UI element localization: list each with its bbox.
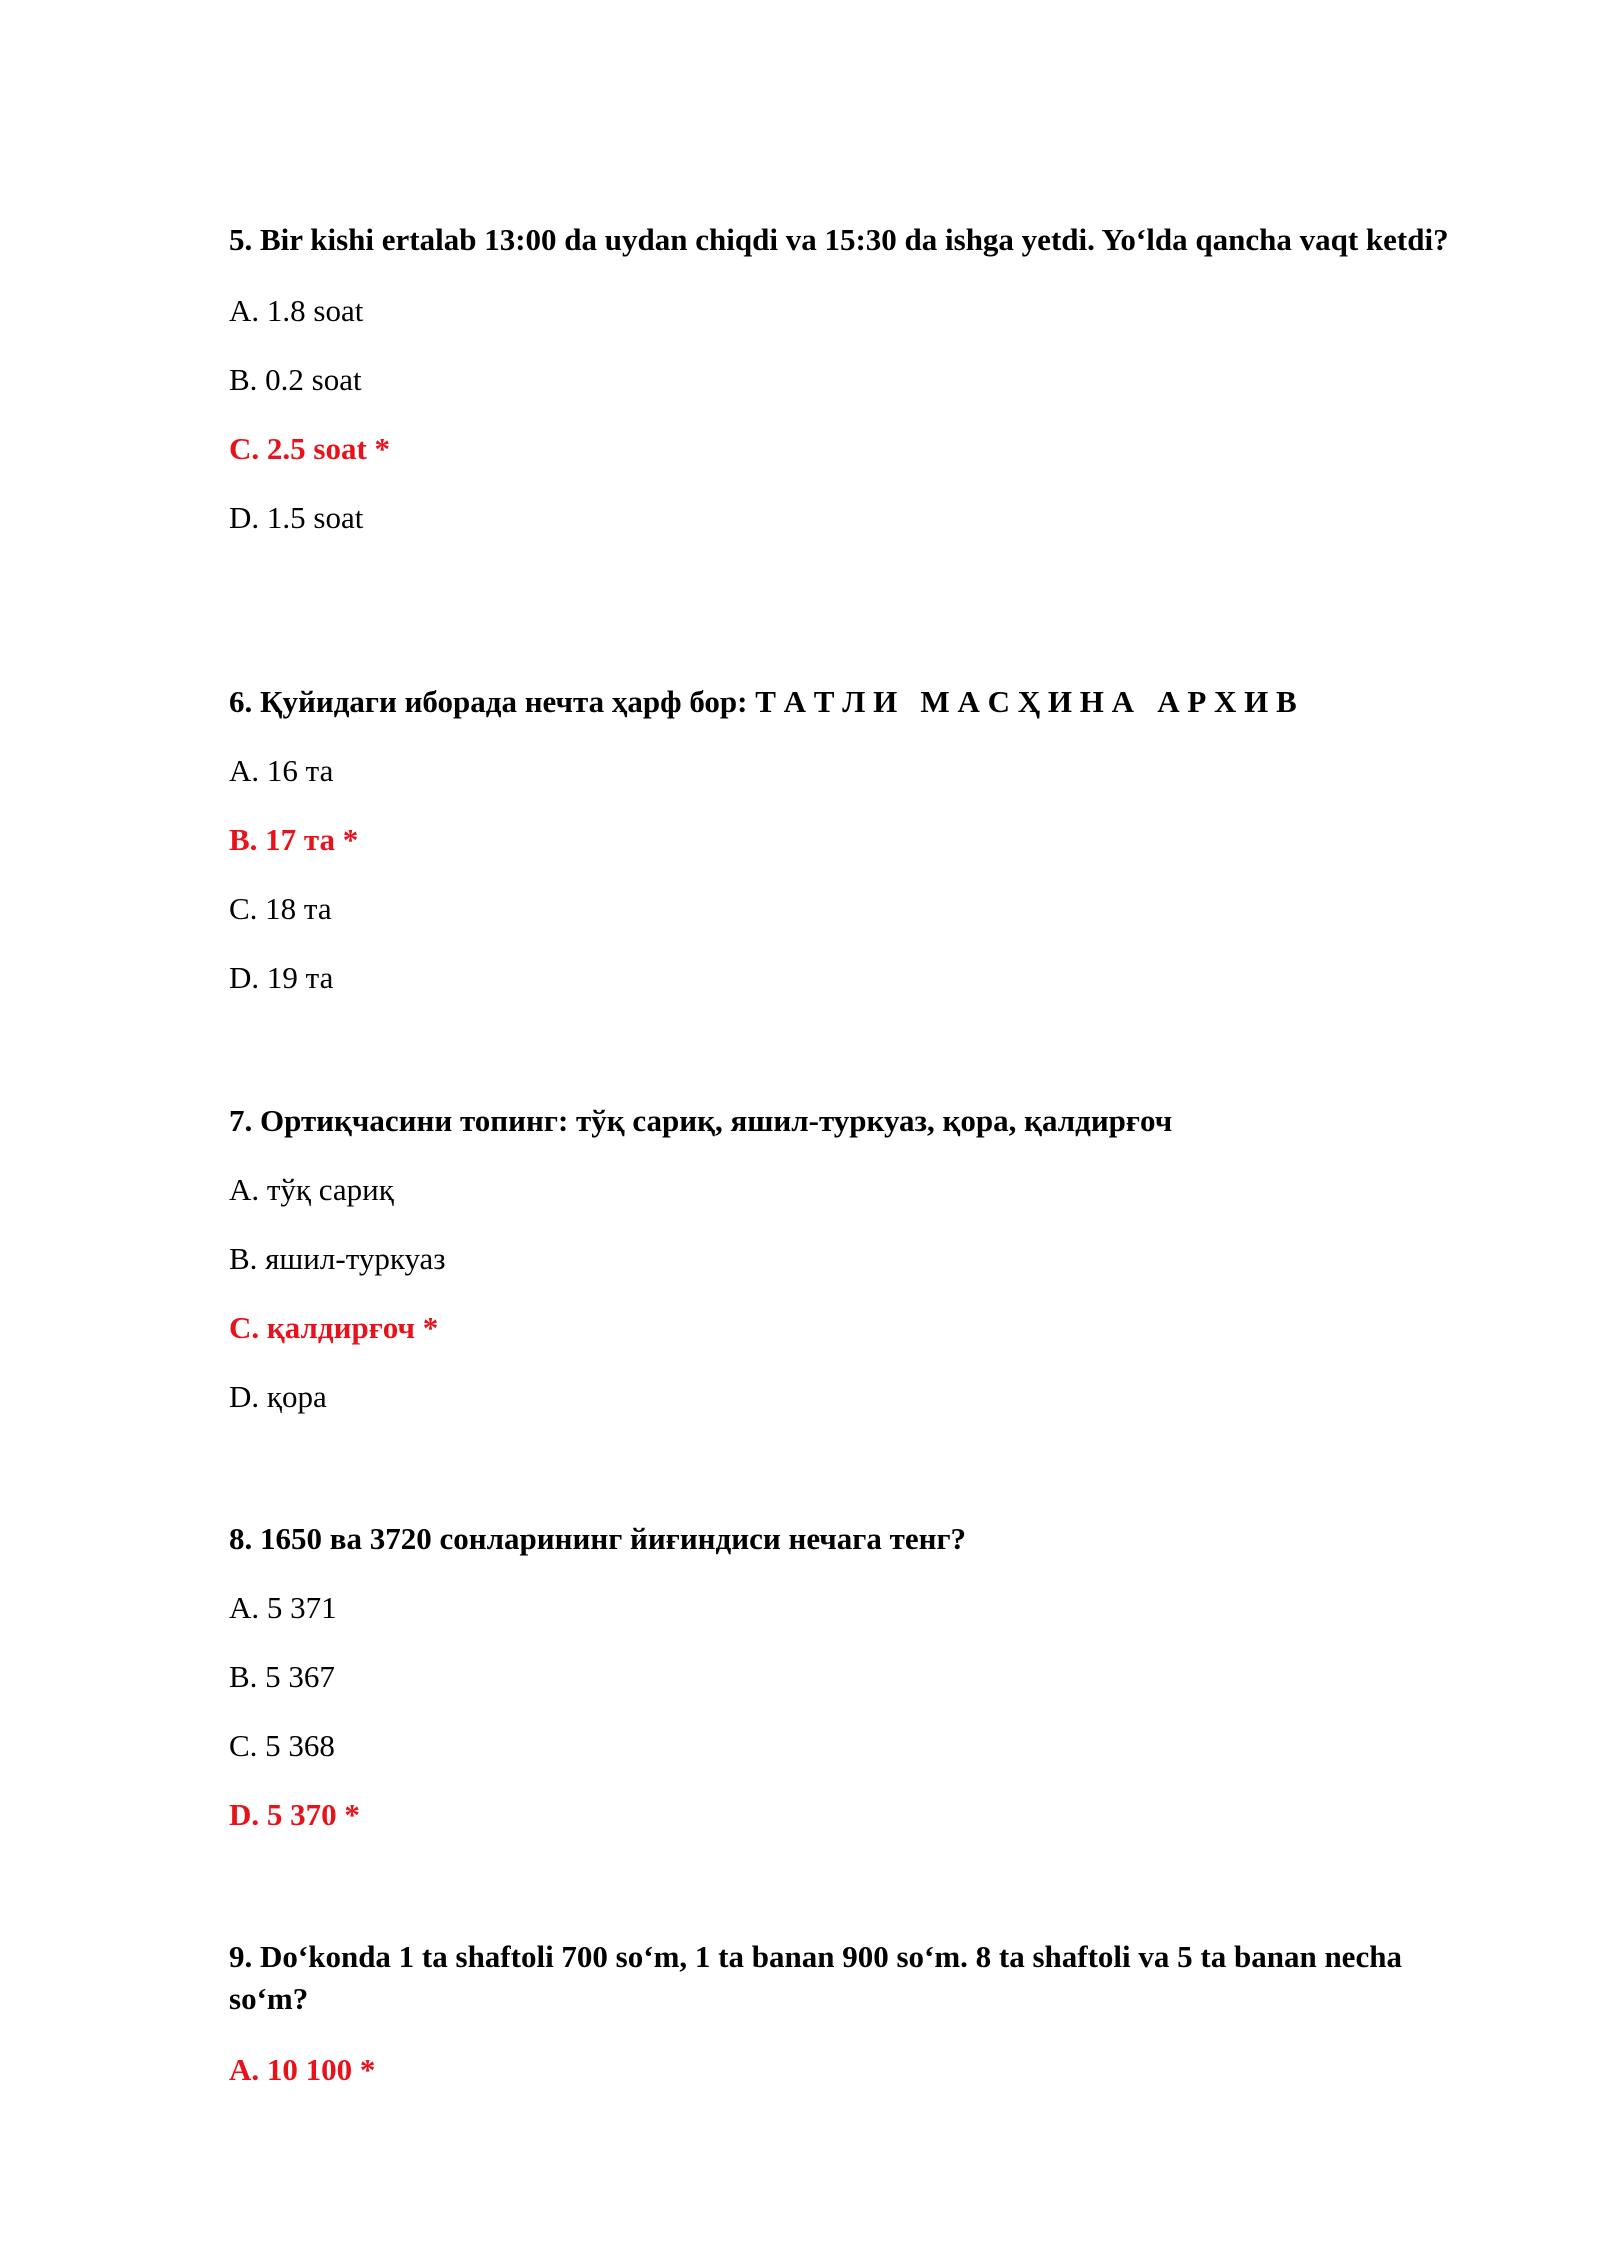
option-c: C. 5 368: [229, 1728, 335, 1763]
option-c-correct: C. қалдирғоч *: [229, 1310, 439, 1345]
question-6: [229, 681, 1469, 999]
option-a-correct: A. 10 100 *: [229, 2052, 376, 2087]
option-c: C. 18 та: [229, 891, 332, 926]
question-text: 7. Ортиқчасини топинг: тўқ сариқ, яшил-туркуаз, қора, қалдирғоч: [229, 1103, 1173, 1138]
option-a: A. тўқ сариқ: [229, 1172, 394, 1207]
question-8: [229, 1518, 1469, 1836]
question-9: [229, 1936, 1469, 2091]
option-d: D. 1.5 soat: [229, 500, 364, 535]
question-text: 9. Do‘konda 1 ta shaftoli 700 so‘m, 1 ta banan 900 so‘m. 8 ta shaftoli va 5 ta banan necha so‘m?: [229, 1939, 1402, 2016]
option-a: A. 16 та: [229, 753, 334, 788]
option-b: B. 0.2 soat: [229, 362, 362, 397]
option-b: B. яшил-туркуаз: [229, 1241, 446, 1276]
question-text: 5. Bir kishi ertalab 13:00 da uydan chiqdi va 15:30 da ishga yetdi. Yo‘lda qancha vaqt ketdi?: [229, 222, 1449, 257]
question-7: [229, 1100, 1469, 1418]
question-5: [229, 219, 1469, 539]
option-a: A. 5 371: [229, 1590, 337, 1625]
option-b-correct: B. 17 та *: [229, 822, 359, 857]
option-d-correct: D. 5 370 *: [229, 1797, 360, 1832]
option-d: D. қора: [229, 1379, 327, 1414]
question-text: 8. 1650 ва 3720 сонларининг йиғиндиси нечага тенг?: [229, 1521, 967, 1556]
option-d: D. 19 та: [229, 960, 334, 995]
question-text: 6. Қуйидаги иборада нечта ҳарф бор: Т А Т Л И М А С Ҳ И Н А А Р Х И В: [229, 684, 1297, 719]
option-c-correct: C. 2.5 soat *: [229, 431, 391, 466]
option-b: B. 5 367: [229, 1659, 335, 1694]
option-a: A. 1.8 soat: [229, 293, 364, 328]
